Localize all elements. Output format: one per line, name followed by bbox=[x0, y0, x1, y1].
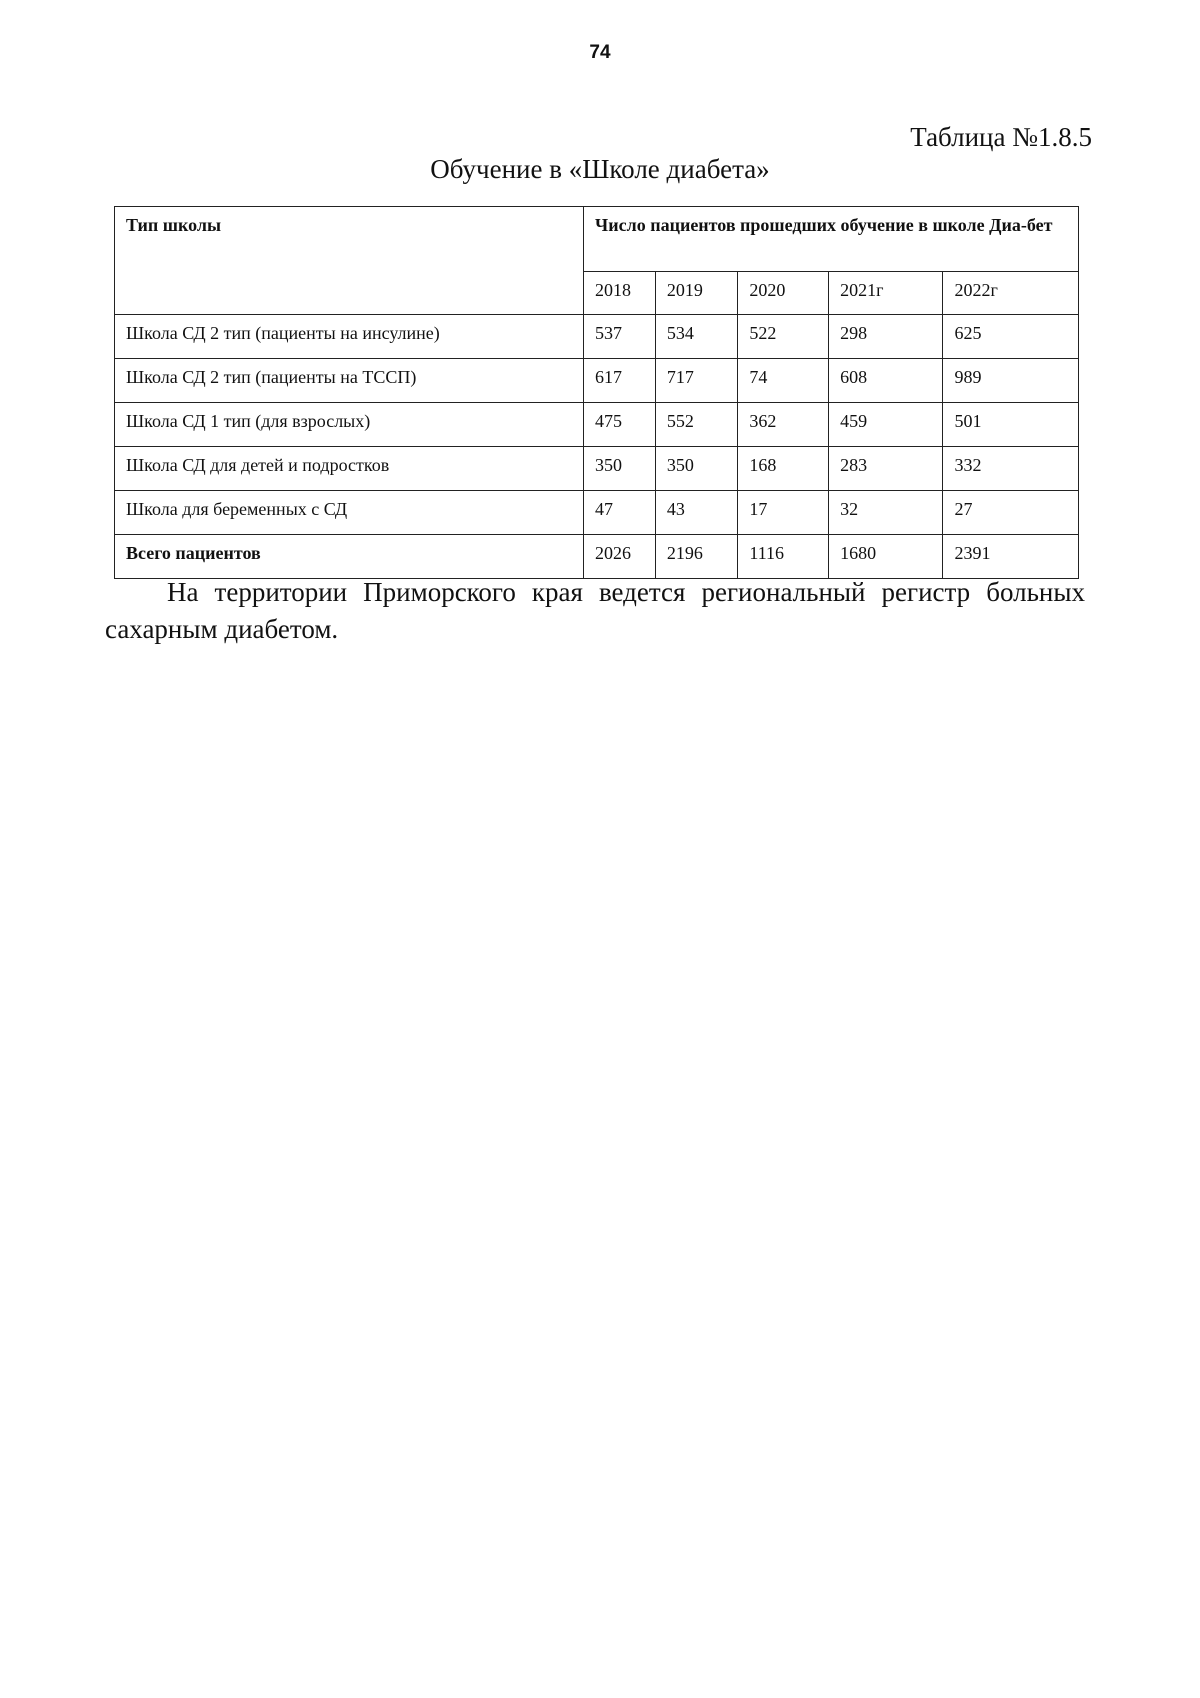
row-value: 534 bbox=[655, 315, 737, 359]
school-table bbox=[114, 206, 1079, 579]
row-value: 350 bbox=[655, 447, 737, 491]
row-value: 47 bbox=[584, 491, 656, 535]
table-number: Таблица №1.8.5 bbox=[910, 122, 1092, 152]
row-value: 989 bbox=[943, 359, 1079, 403]
row-value: 552 bbox=[655, 403, 737, 447]
row-value: 362 bbox=[738, 403, 829, 447]
row-value: 74 bbox=[738, 359, 829, 403]
header-year-cell: 2020 bbox=[738, 272, 829, 315]
total-value: 1680 bbox=[829, 535, 943, 579]
page-number: 74 bbox=[589, 42, 611, 63]
total-label: Всего пациентов bbox=[115, 535, 584, 579]
table-row bbox=[115, 359, 1079, 403]
table-row bbox=[115, 447, 1079, 491]
row-value: 501 bbox=[943, 403, 1079, 447]
row-value: 617 bbox=[584, 359, 656, 403]
row-value: 537 bbox=[584, 315, 656, 359]
row-value: 522 bbox=[738, 315, 829, 359]
header-year-cell: 2022г bbox=[943, 272, 1079, 315]
row-value: 459 bbox=[829, 403, 943, 447]
row-value: 17 bbox=[738, 491, 829, 535]
header-group-cell: Число пациентов прошедших обучение в школе Диа-бет bbox=[584, 207, 1079, 272]
table-row bbox=[115, 491, 1079, 535]
total-value: 2026 bbox=[584, 535, 656, 579]
table-title-text: Обучение в «Школе диабета» bbox=[430, 154, 770, 184]
row-value: 27 bbox=[943, 491, 1079, 535]
header-year-cell: 2021г bbox=[829, 272, 943, 315]
total-value: 1116 bbox=[738, 535, 829, 579]
total-value: 2196 bbox=[655, 535, 737, 579]
row-value: 168 bbox=[738, 447, 829, 491]
row-value: 717 bbox=[655, 359, 737, 403]
header-type-cell: Тип школы bbox=[115, 207, 584, 315]
table-row bbox=[115, 403, 1079, 447]
row-value: 283 bbox=[829, 447, 943, 491]
table-row bbox=[115, 315, 1079, 359]
body-paragraph: На территории Приморского края ведется региональный регистр больных сахарным диабетом. bbox=[105, 577, 1085, 644]
table-title bbox=[0, 154, 1200, 185]
row-label: Школа СД для детей и подростков bbox=[115, 447, 584, 491]
row-label: Школа СД 2 тип (пациенты на ТССП) bbox=[115, 359, 584, 403]
row-value: 43 bbox=[655, 491, 737, 535]
row-value: 332 bbox=[943, 447, 1079, 491]
row-value: 625 bbox=[943, 315, 1079, 359]
table-total-row bbox=[115, 535, 1079, 579]
header-year-cell: 2018 bbox=[584, 272, 656, 315]
row-value: 608 bbox=[829, 359, 943, 403]
table-header-row bbox=[115, 207, 1079, 272]
row-value: 298 bbox=[829, 315, 943, 359]
row-label: Школа для беременных с СД bbox=[115, 491, 584, 535]
row-label: Школа СД 2 тип (пациенты на инсулине) bbox=[115, 315, 584, 359]
header-year-cell: 2019 bbox=[655, 272, 737, 315]
row-value: 32 bbox=[829, 491, 943, 535]
row-label: Школа СД 1 тип (для взрослых) bbox=[115, 403, 584, 447]
total-value: 2391 bbox=[943, 535, 1079, 579]
row-value: 350 bbox=[584, 447, 656, 491]
row-value: 475 bbox=[584, 403, 656, 447]
